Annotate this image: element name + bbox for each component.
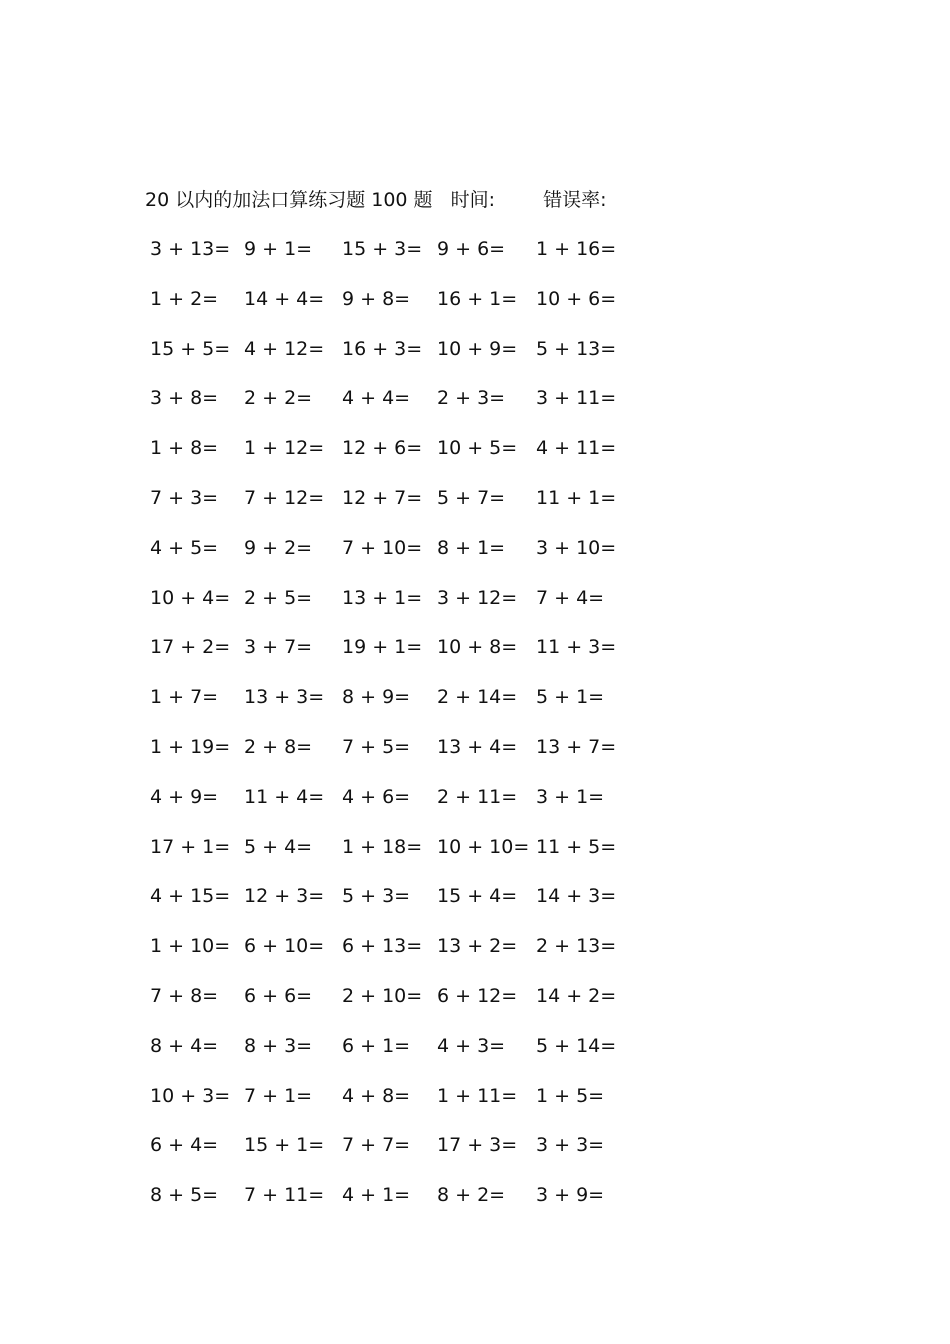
addition-problem: 9 + 8=: [342, 287, 411, 310]
addition-problem: 4 + 6=: [342, 785, 411, 808]
problem-row: [0, 632, 950, 662]
addition-problem: 15 + 5=: [150, 337, 231, 360]
addition-problem: 19 + 1=: [342, 636, 423, 659]
addition-problem: 10 + 6=: [536, 287, 617, 310]
addition-problem: 17 + 3=: [437, 1134, 518, 1157]
addition-problem: 3 + 12=: [437, 586, 518, 609]
addition-problem: 6 + 6=: [244, 985, 313, 1007]
addition-problem: 2 + 5=: [244, 586, 313, 609]
addition-problem: 13 + 2=: [437, 935, 518, 958]
addition-problem: 1 + 2=: [150, 287, 219, 310]
addition-problem: 8 + 5=: [150, 1184, 219, 1207]
addition-problem: 1 + 12=: [244, 437, 325, 460]
addition-problem: 3 + 3=: [536, 1134, 605, 1157]
addition-problem: 4 + 3=: [437, 1034, 506, 1057]
addition-problem: 7 + 4=: [536, 586, 605, 609]
addition-problem: 8 + 2=: [437, 1184, 506, 1207]
addition-problem: 4 + 5=: [150, 536, 219, 559]
addition-problem: 7 + 11=: [244, 1184, 325, 1207]
problem-row: [0, 682, 950, 712]
addition-problem: 10 + 4=: [150, 586, 231, 609]
addition-problem: 11 + 5=: [536, 835, 617, 858]
addition-problem: 9 + 1=: [244, 238, 313, 260]
addition-problem: 8 + 9=: [342, 686, 411, 709]
addition-problem: 1 + 11=: [437, 1084, 518, 1107]
addition-problem: 9 + 2=: [244, 536, 313, 559]
addition-problem: 7 + 7=: [342, 1134, 411, 1157]
problem-row: [0, 832, 950, 862]
addition-problem: 6 + 10=: [244, 935, 325, 958]
problem-row: [0, 732, 950, 762]
addition-problem: 12 + 3=: [244, 885, 325, 908]
addition-problem: 7 + 5=: [342, 736, 411, 758]
addition-problem: 2 + 3=: [437, 387, 506, 410]
addition-problem: 4 + 1=: [342, 1184, 411, 1207]
addition-problem: 7 + 1=: [244, 1084, 313, 1107]
addition-problem: 13 + 7=: [536, 736, 617, 758]
problem-row: [0, 583, 950, 613]
addition-problem: 4 + 15=: [150, 885, 231, 908]
problem-row: [0, 284, 950, 314]
problem-row: [0, 483, 950, 513]
problem-row: [0, 433, 950, 463]
addition-problem: 3 + 9=: [536, 1184, 605, 1207]
addition-problem: 2 + 11=: [437, 785, 518, 808]
addition-problem: 3 + 13=: [150, 238, 231, 260]
worksheet-title: 20 以内的加法口算练习题 100 题: [145, 189, 433, 211]
addition-problem: 17 + 1=: [150, 835, 231, 858]
addition-problem: 5 + 3=: [342, 885, 411, 908]
addition-problem: 5 + 4=: [244, 835, 313, 858]
addition-problem: 2 + 14=: [437, 686, 518, 709]
addition-problem: 10 + 9=: [437, 337, 518, 360]
problem-row: [0, 383, 950, 413]
addition-problem: 1 + 18=: [342, 835, 423, 858]
addition-problem: 15 + 1=: [244, 1134, 325, 1157]
addition-problem: 11 + 1=: [536, 487, 617, 509]
addition-problem: 12 + 6=: [342, 437, 423, 460]
problem-row: [0, 931, 950, 961]
addition-problem: 11 + 3=: [536, 636, 617, 659]
addition-problem: 1 + 10=: [150, 935, 231, 958]
addition-problem: 5 + 14=: [536, 1034, 617, 1057]
addition-problem: 6 + 13=: [342, 935, 423, 958]
addition-problem: 3 + 8=: [150, 387, 219, 410]
problem-row: [0, 1180, 950, 1210]
addition-problem: 5 + 7=: [437, 487, 506, 509]
addition-problem: 2 + 2=: [244, 387, 313, 410]
time-label: 时间:: [450, 189, 496, 211]
addition-problem: 14 + 2=: [536, 985, 617, 1007]
addition-problem: 7 + 3=: [150, 487, 219, 509]
addition-problem: 1 + 7=: [150, 686, 219, 709]
addition-problem: 3 + 10=: [536, 536, 617, 559]
addition-problem: 3 + 11=: [536, 387, 617, 410]
addition-problem: 17 + 2=: [150, 636, 231, 659]
problem-row: [0, 334, 950, 364]
addition-problem: 16 + 3=: [342, 337, 423, 360]
addition-problem: 4 + 9=: [150, 785, 219, 808]
addition-problem: 15 + 4=: [437, 885, 518, 908]
error-rate-label: 错误率:: [543, 189, 607, 211]
addition-problem: 13 + 4=: [437, 736, 518, 758]
addition-problem: 9 + 6=: [437, 238, 506, 260]
addition-problem: 16 + 1=: [437, 287, 518, 310]
addition-problem: 8 + 4=: [150, 1034, 219, 1057]
addition-problem: 4 + 12=: [244, 337, 325, 360]
addition-problem: 4 + 4=: [342, 387, 411, 410]
addition-problem: 15 + 3=: [342, 238, 423, 260]
addition-problem: 10 + 3=: [150, 1084, 231, 1107]
addition-problem: 13 + 3=: [244, 686, 325, 709]
addition-problem: 7 + 10=: [342, 536, 423, 559]
addition-problem: 14 + 3=: [536, 885, 617, 908]
addition-problem: 5 + 1=: [536, 686, 605, 709]
addition-problem: 1 + 16=: [536, 238, 617, 260]
addition-problem: 7 + 8=: [150, 985, 219, 1007]
addition-problem: 6 + 4=: [150, 1134, 219, 1157]
addition-problem: 3 + 1=: [536, 785, 605, 808]
addition-problem: 7 + 12=: [244, 487, 325, 509]
problem-row: [0, 533, 950, 563]
addition-problem: 13 + 1=: [342, 586, 423, 609]
problem-row: [0, 1130, 950, 1160]
problem-row: [0, 981, 950, 1011]
problem-row: [0, 1031, 950, 1061]
addition-problem: 4 + 8=: [342, 1084, 411, 1107]
problem-row: [0, 234, 950, 264]
addition-problem: 3 + 7=: [244, 636, 313, 659]
addition-problem: 14 + 4=: [244, 287, 325, 310]
addition-problem: 5 + 13=: [536, 337, 617, 360]
addition-problem: 8 + 1=: [437, 536, 506, 559]
addition-problem: 4 + 11=: [536, 437, 617, 460]
addition-problem: 6 + 12=: [437, 985, 518, 1007]
problem-row: [0, 1081, 950, 1111]
addition-problem: 8 + 3=: [244, 1034, 313, 1057]
addition-problem: 6 + 1=: [342, 1034, 411, 1057]
addition-problem: 1 + 8=: [150, 437, 219, 460]
addition-problem: 10 + 5=: [437, 437, 518, 460]
problem-row: [0, 881, 950, 911]
addition-problem: 2 + 13=: [536, 935, 617, 958]
addition-problem: 1 + 5=: [536, 1084, 605, 1107]
addition-problem: 10 + 8=: [437, 636, 518, 659]
addition-problem: 2 + 10=: [342, 985, 423, 1007]
addition-problem: 2 + 8=: [244, 736, 313, 758]
addition-problem: 11 + 4=: [244, 785, 325, 808]
addition-problem: 12 + 7=: [342, 487, 423, 509]
addition-problem: 1 + 19=: [150, 736, 231, 758]
problem-row: [0, 782, 950, 812]
addition-problem: 10 + 10=: [437, 835, 530, 858]
